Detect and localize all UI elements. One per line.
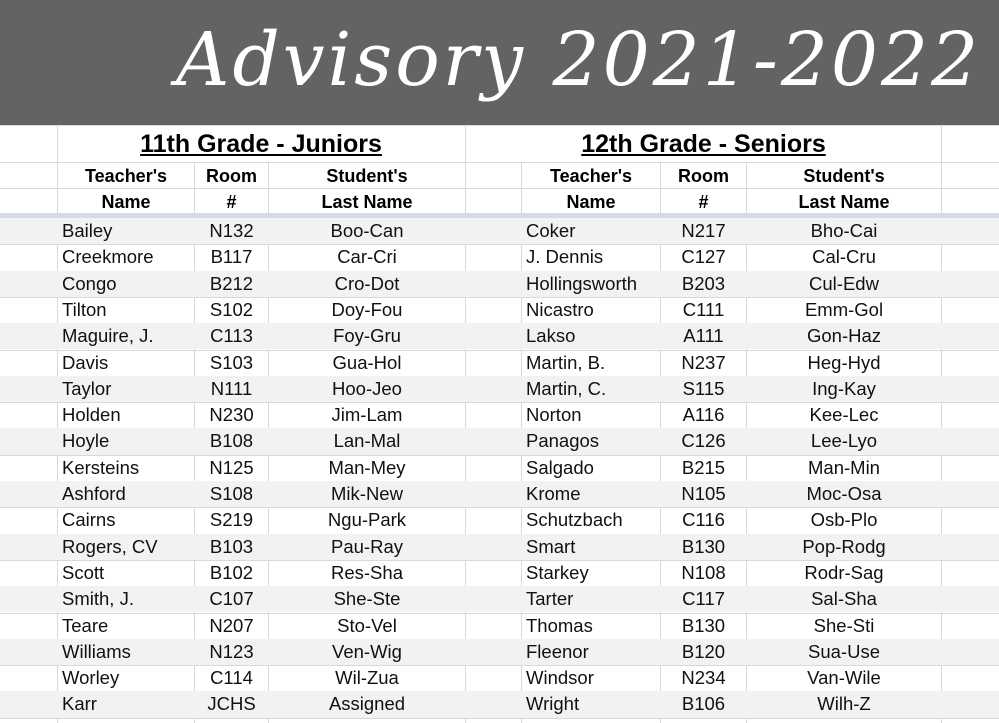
seniors-teacher-name: Norton	[526, 404, 582, 426]
seniors-student-range: Lee-Lyo	[810, 430, 878, 452]
juniors-teacher-name: Maguire, J.	[62, 325, 154, 347]
juniors-student-range: Car-Cri	[337, 246, 397, 268]
seniors-room-number: N234	[681, 667, 726, 689]
seniors-student-range: Van-Wile	[807, 667, 881, 689]
seniors-student-range: Cal-Cru	[812, 246, 876, 268]
seniors-student-range: Emm-Gol	[804, 298, 884, 320]
table-row	[0, 586, 999, 612]
seniors-student-range: Cul-Edw	[809, 272, 879, 294]
seniors-room-header-line2: #	[698, 192, 709, 212]
seniors-student-range: Man-Min	[808, 456, 880, 478]
seniors-room-number: C126	[681, 430, 726, 452]
juniors-teacher-name: Cairns	[62, 509, 116, 531]
seniors-teacher-name: Schutzbach	[526, 509, 623, 531]
table-row	[0, 376, 999, 402]
seniors-room-number: B130	[681, 535, 726, 557]
seniors-teacher-name: Thomas	[526, 614, 593, 636]
juniors-room-number: B103	[209, 535, 254, 557]
juniors-teacher-name: Davis	[62, 351, 109, 373]
seniors-teacher-name: Panagos	[526, 430, 600, 452]
seniors-student-range: Gon-Haz	[806, 325, 882, 347]
juniors-teacher-name: Scott	[62, 561, 105, 583]
juniors-student-range: Assigned	[328, 693, 406, 715]
gridline	[0, 125, 999, 126]
juniors-teacher-name: Ashford	[62, 483, 126, 504]
table-row	[0, 534, 999, 560]
juniors-room-number: S103	[209, 351, 254, 373]
table-row	[0, 691, 999, 717]
table-row	[0, 350, 999, 376]
juniors-room-number: N125	[209, 456, 254, 478]
juniors-student-range: Sto-Vel	[337, 614, 397, 636]
juniors-room-number: N132	[209, 220, 254, 241]
table-row	[0, 323, 999, 349]
juniors-room-header-line1: Room	[206, 166, 257, 186]
seniors-student-range: Moc-Osa	[806, 483, 882, 504]
juniors-student-range: Wil-Zua	[335, 667, 399, 689]
juniors-teacher-name: Tilton	[62, 298, 107, 320]
juniors-teacher-name: Williams	[62, 640, 131, 662]
juniors-teacher-name: Congo	[62, 272, 117, 294]
juniors-student-header-line2: Last Name	[321, 192, 413, 212]
seniors-room-number: A111	[683, 325, 724, 347]
juniors-student-header-line1: Student's	[326, 166, 408, 186]
juniors-teacher-header-line1: Teacher's	[85, 166, 167, 186]
seniors-student-range: Osb-Plo	[810, 509, 878, 531]
juniors-teacher-header-line2: Name	[101, 192, 151, 212]
seniors-room-number: B130	[681, 614, 726, 636]
juniors-teacher-name: Smith, J.	[62, 588, 134, 610]
seniors-room-number: C117	[682, 588, 725, 610]
juniors-teacher-name: Bailey	[62, 220, 113, 241]
juniors-room-number: S108	[209, 483, 254, 504]
seniors-room-header-line1: Room	[678, 166, 729, 186]
table-row	[0, 507, 999, 533]
juniors-room-number: C114	[210, 667, 253, 689]
seniors-student-range: Sal-Sha	[811, 588, 877, 610]
seniors-heading: 12th Grade - Seniors	[581, 130, 826, 158]
seniors-student-range: Rodr-Sag	[804, 561, 884, 583]
table-row	[0, 244, 999, 270]
juniors-teacher-name: Teare	[62, 614, 109, 636]
seniors-room-number: B215	[681, 456, 726, 478]
gridline	[0, 718, 999, 719]
seniors-teacher-name: Tarter	[526, 588, 574, 610]
seniors-student-range: Bho-Cai	[810, 220, 878, 241]
title-banner	[0, 0, 999, 125]
juniors-student-range: Mik-New	[331, 483, 403, 504]
table-row	[0, 402, 999, 428]
juniors-student-range: Foy-Gru	[333, 325, 401, 347]
seniors-room-number: N108	[681, 561, 726, 583]
juniors-room-number: JCHS	[207, 693, 256, 715]
table-row	[0, 481, 999, 507]
juniors-teacher-name: Holden	[62, 404, 121, 426]
juniors-student-range: Pau-Ray	[331, 535, 403, 557]
table-row	[0, 639, 999, 665]
juniors-room-number: B117	[210, 246, 253, 268]
juniors-teacher-name: Creekmore	[62, 246, 154, 268]
seniors-teacher-name: Krome	[526, 483, 581, 504]
seniors-room-number: B203	[681, 272, 726, 294]
juniors-room-number: N230	[209, 404, 254, 426]
seniors-teacher-name: Hollingsworth	[526, 272, 638, 294]
juniors-student-range: She-Ste	[333, 588, 401, 610]
juniors-teacher-name: Kersteins	[62, 456, 140, 478]
juniors-teacher-name: Rogers, CV	[62, 535, 158, 557]
seniors-teacher-name: Salgado	[526, 456, 594, 478]
seniors-teacher-name: Lakso	[526, 325, 576, 347]
juniors-room-number: N111	[210, 377, 253, 399]
juniors-room-header-line2: #	[226, 192, 237, 212]
table-row	[0, 613, 999, 639]
juniors-student-range: Man-Mey	[328, 456, 406, 478]
seniors-student-header-line2: Last Name	[798, 192, 890, 212]
seniors-teacher-name: Smart	[526, 535, 576, 557]
seniors-student-range: Sua-Use	[808, 640, 880, 662]
seniors-teacher-header-line1: Teacher's	[550, 166, 632, 186]
seniors-room-number: S115	[682, 377, 725, 399]
seniors-teacher-name: Starkey	[526, 561, 589, 583]
seniors-student-header-line1: Student's	[803, 166, 885, 186]
juniors-room-number: B102	[209, 561, 254, 583]
juniors-teacher-name: Taylor	[62, 377, 112, 399]
juniors-room-number: C113	[210, 325, 253, 347]
seniors-room-number: C127	[681, 246, 726, 268]
juniors-student-range: Lan-Mal	[333, 430, 401, 452]
table-row	[0, 665, 999, 691]
seniors-room-number: C116	[682, 509, 725, 531]
seniors-teacher-name: Martin, C.	[526, 377, 607, 399]
juniors-teacher-name: Hoyle	[62, 430, 110, 452]
seniors-room-number: A116	[682, 404, 725, 426]
table-row	[0, 271, 999, 297]
juniors-student-range: Gua-Hol	[332, 351, 402, 373]
seniors-room-number: N105	[681, 483, 726, 504]
seniors-student-range: She-Sti	[813, 614, 875, 636]
seniors-student-range: Pop-Rodg	[802, 535, 886, 557]
seniors-student-range: Ing-Kay	[812, 377, 876, 399]
seniors-student-range: Kee-Lec	[809, 404, 879, 426]
seniors-teacher-name: Fleenor	[526, 640, 589, 662]
juniors-student-range: Hoo-Jeo	[332, 377, 402, 399]
seniors-student-range: Wilh-Z	[817, 693, 871, 715]
seniors-teacher-name: Wright	[526, 693, 580, 715]
juniors-student-range: Ngu-Park	[327, 509, 407, 531]
juniors-student-range: Cro-Dot	[334, 272, 400, 294]
table-row	[0, 297, 999, 323]
juniors-room-number: S219	[209, 509, 254, 531]
seniors-room-number: N237	[681, 351, 726, 373]
seniors-teacher-name: Martin, B.	[526, 351, 606, 373]
juniors-student-range: Jim-Lam	[331, 404, 403, 426]
seniors-teacher-name: Coker	[526, 220, 576, 241]
juniors-heading: 11th Grade - Juniors	[140, 130, 382, 158]
juniors-teacher-name: Worley	[62, 667, 120, 689]
juniors-room-number: S102	[209, 298, 254, 320]
seniors-room-number: N217	[681, 220, 726, 241]
juniors-room-number: B108	[209, 430, 254, 452]
seniors-teacher-name: Nicastro	[526, 298, 594, 320]
table-row	[0, 455, 999, 481]
juniors-room-number: N207	[209, 614, 254, 636]
table-row	[0, 428, 999, 454]
seniors-room-number: B106	[681, 693, 726, 715]
seniors-teacher-name: J. Dennis	[526, 246, 604, 268]
seniors-student-range: Heg-Hyd	[807, 351, 881, 373]
juniors-room-number: B212	[209, 272, 254, 294]
table-row	[0, 218, 999, 244]
juniors-student-range: Ven-Wig	[332, 640, 402, 662]
juniors-room-number: C107	[209, 588, 254, 610]
seniors-teacher-name: Windsor	[526, 667, 594, 689]
juniors-student-range: Doy-Fou	[331, 298, 403, 320]
seniors-room-number: B120	[681, 640, 726, 662]
table-row	[0, 560, 999, 586]
juniors-student-range: Boo-Can	[330, 220, 404, 241]
juniors-student-range: Res-Sha	[331, 561, 403, 583]
juniors-room-number: N123	[209, 640, 254, 662]
seniors-room-number: C111	[682, 298, 725, 320]
page-title: Advisory 2021-2022	[176, 17, 982, 103]
seniors-teacher-header-line2: Name	[566, 192, 616, 212]
juniors-teacher-name: Karr	[62, 693, 97, 715]
advisory-sheet	[0, 125, 999, 723]
